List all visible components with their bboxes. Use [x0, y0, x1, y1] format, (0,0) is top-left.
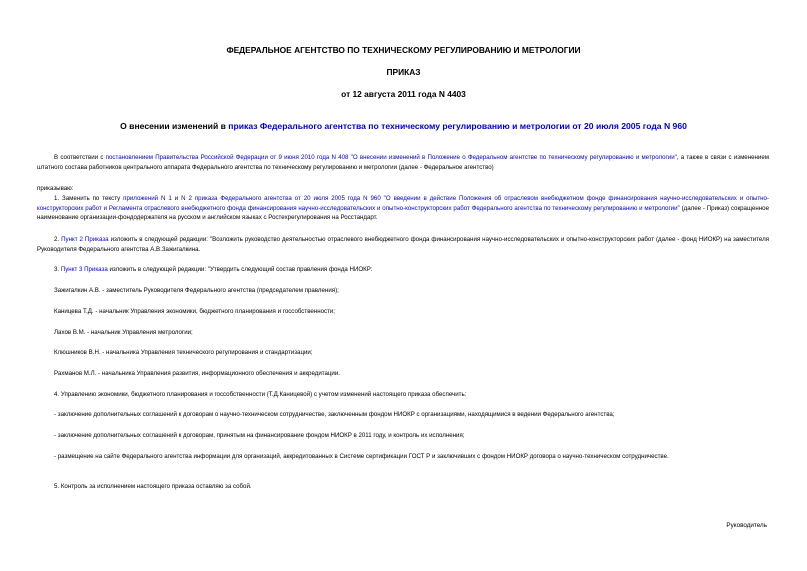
board-member-4: Клюшников В.Н. - начальника Управления технического регулирования и стандартизации; [54, 349, 313, 356]
clause-3-link[interactable]: Пункт 3 Приказа [60, 266, 108, 273]
paragraph-basis [37, 153, 769, 172]
board-member-1: Зажигалкин А.В. - заместитель Руководителя Федерального агентства (председателем правления); [54, 287, 339, 294]
paragraph-item-2 [37, 235, 769, 254]
paragraph-order-word: приказываю: [37, 185, 74, 192]
resolution-link[interactable]: постановлением Правительства Российской Федерации от 9 июня 2010 года N 408 "О внесении изменений в Положение о Федеральном агентстве по техническому регулированию и метрологии" [105, 154, 677, 161]
p3-text-c: (далее - Приказ) сокращенное наименование организации-фондодержателя на русском и английском языках с Ростехрегулирования на Росстандарт. [37, 204, 769, 222]
p1-text-a: В соответствии с [54, 154, 106, 161]
p3-text-b: и [171, 195, 182, 202]
p4-text-b: изложить в следующей редакции: "Возложить руководство деятельностью отраслевого внебюджетного фонда финансирования научно-исследовательских и опытно-конструкторских работ (далее - фонд НИОКР) на заместителя Руководителя Федерального агентства А.В.Зажигалкина. [37, 236, 770, 253]
clause-2-link[interactable]: Пункт 2 Приказа [61, 236, 109, 243]
doc-type: ПРИКАЗ [386, 67, 421, 77]
signature-title: Руководитель [726, 522, 767, 529]
p3-text-a: 1. Заменить по тексту [54, 195, 124, 202]
doc-subject [0, 121, 807, 131]
p5-text-a: 3. [54, 266, 61, 273]
p5-text-b: изложить в следующей редакции: "Утвердить следующий состав правления фонда НИОКР: [107, 266, 373, 273]
paragraph-item-4: 4. Управлению экономики, бюджетного планирования и госсобственности (Т.Д.Каницевой) с учетом изменений настоящего приказа обеспечить: [54, 391, 467, 398]
task-3: - размещение на сайте Федерального агентства информации для организаций, аккредитованных в Системе сертификации ГОСТ Р и заключивших с фондом НИОКР договора о научно-техническом сотрудничестве. [54, 453, 669, 460]
agency-title: ФЕДЕРАЛЬНОЕ АГЕНТСТВО ПО ТЕХНИЧЕСКОМУ РЕГУЛИРОВАНИЮ И МЕТРОЛОГИИ [226, 45, 581, 55]
doc-date-number: от 12 августа 2011 года N 4403 [341, 89, 466, 99]
task-1: - заключение дополнительных соглашений к договорам о научно-техническом сотрудничестве, заключенным фондом НИОКР с организациями, находящимися в ведении Федерального агентства; [54, 411, 615, 418]
subject-prefix: О внесении изменений в [120, 121, 229, 131]
p1-text-b: , а также в связи с изменением штатного состава работников центрального аппарата Федерального агентства по техническому регулированию и метрологии (далее - Федеральное агентство) [37, 154, 769, 171]
board-member-3: Лахов В.М. - начальник Управления метрологии; [54, 329, 193, 336]
paragraph-item-5: 5. Контроль за исполнением настоящего приказа оставляю за собой. [54, 483, 252, 490]
board-member-5: Рахманов М.Л. - начальника Управления развития, информационного обеспечения и аккредитации. [54, 370, 340, 377]
paragraph-item-3 [37, 265, 769, 275]
task-2: - заключение дополнительных соглашений к договорам, принятым на финансирование фондом НИОКР в 2011 году, и контроль их исполнения; [54, 432, 465, 439]
appendix-1-link[interactable]: приложений N 1 [123, 195, 172, 202]
order-960-link[interactable]: N 2 приказа Федерального агентства от 20 июля 2005 года N 960 "О введении в действие Положения об отраслевом внебюджетном фонде финансирования научно-исследовательских и опытно-конструкторских работ и Регламента отраслевого внебюджетного фонда финансирования научно-исследовательских и опытно-конструкторских работ Федерального агентства по техническому регулированию и метрологии" [37, 195, 770, 212]
board-member-2: Каницева Т.Д. - начальник Управления экономики, бюджетного планирования и госсобственности; [54, 308, 336, 315]
paragraph-item-1 [37, 194, 769, 223]
subject-link[interactable]: приказ Федерального агентства по техническому регулированию и метрологии от 20 июля 2005 года N 960 [228, 121, 687, 131]
p4-text-a: 2. [54, 236, 62, 243]
